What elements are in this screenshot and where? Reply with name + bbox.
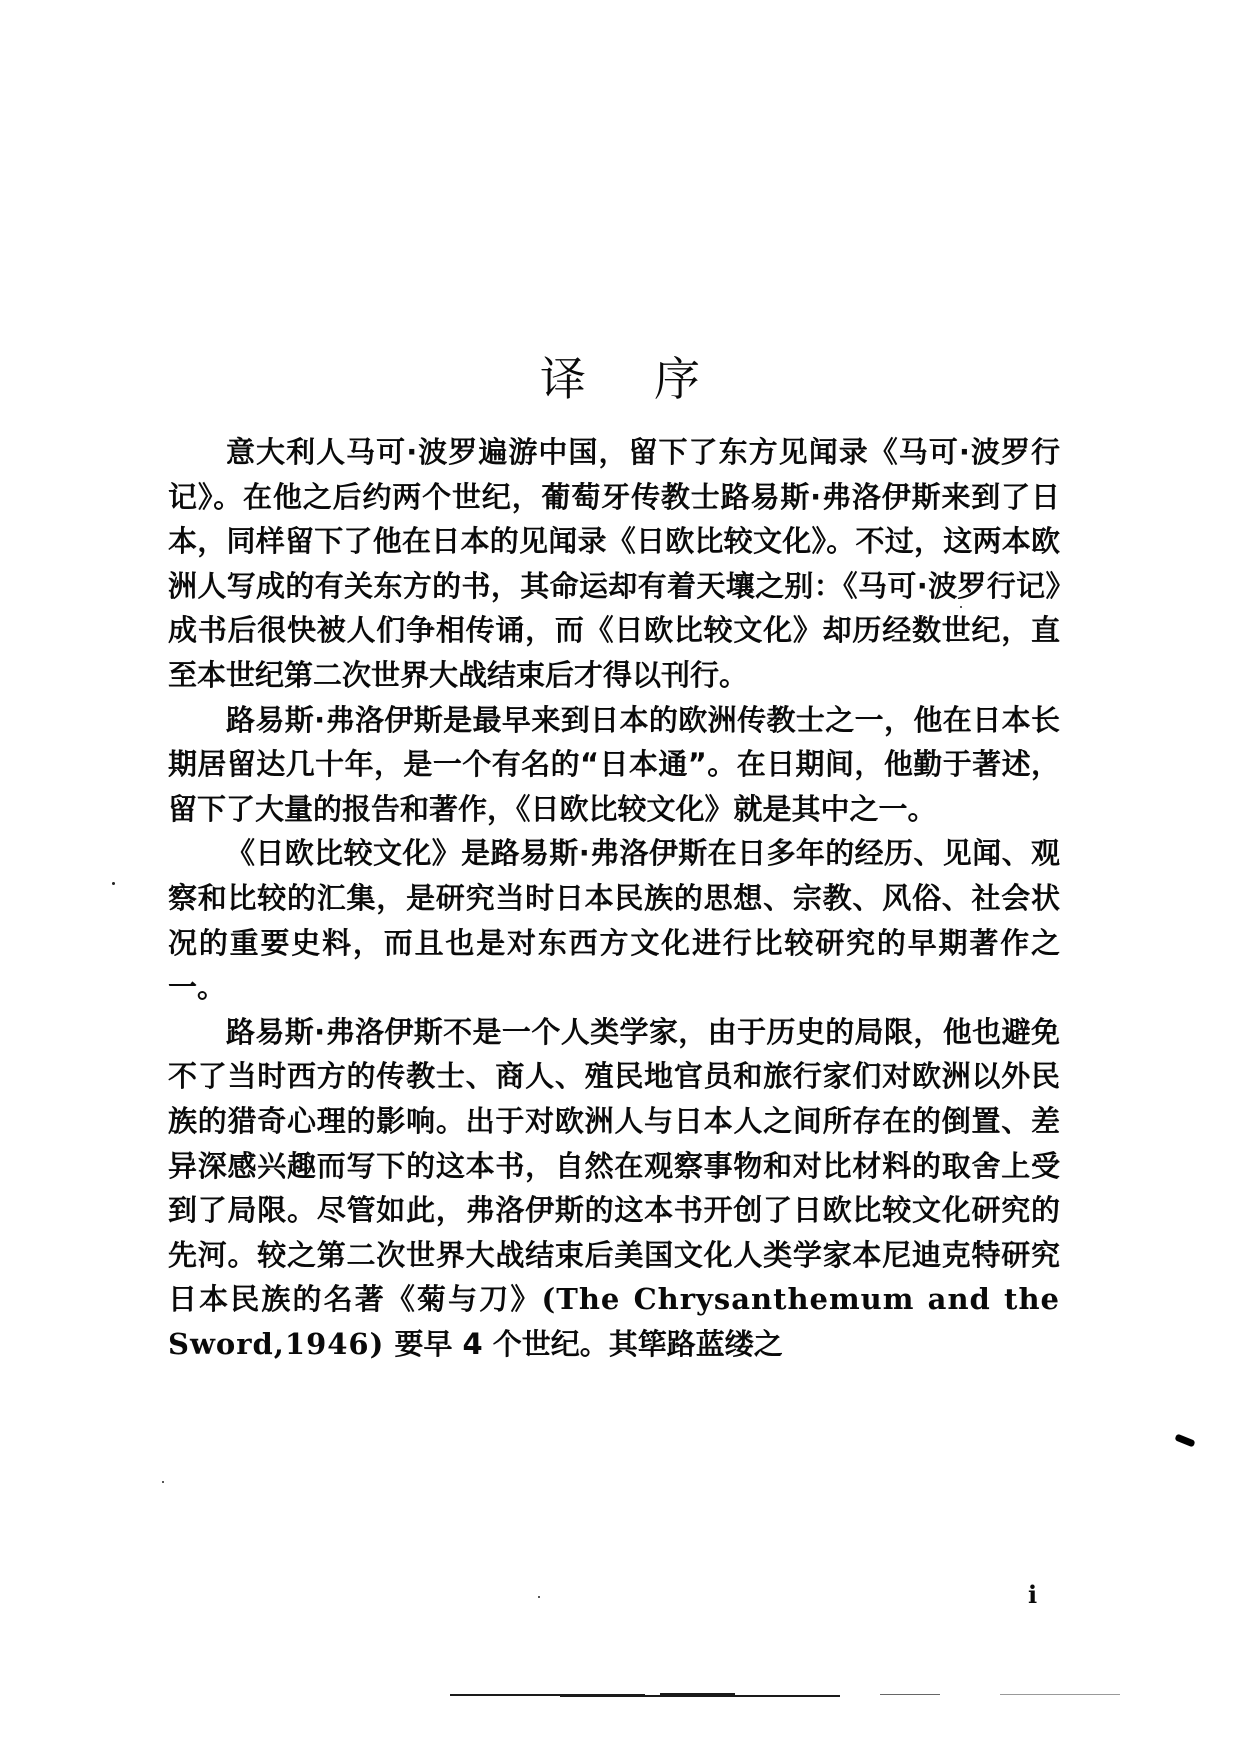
- preface-title: [0, 349, 1240, 409]
- scan-line: [660, 1693, 735, 1696]
- preface-body: [168, 430, 1060, 1366]
- paragraph-3: 《日欧比较文化》是路易斯·弗洛伊斯在日多年的经历、见闻、观察和比较的汇集，是研究当时日本民族的思想、宗教、风俗、社会状况的重要史料，而且也是对东西方文化进行比较研究的早期著作之一。: [168, 836, 1060, 1005]
- scan-speck: [960, 606, 962, 608]
- scan-line: [880, 1694, 940, 1695]
- scan-speck: [112, 882, 115, 885]
- paragraph-2: 路易斯·弗洛伊斯是最早来到日本的欧洲传教士之一，他在日本长期居留达几十年，是一个有名的“日本通”。在日期间，他勤于著述，留下了大量的报告和著作，《日欧比较文化》就是其中之一。: [168, 702, 1060, 826]
- scan-speck: [162, 1481, 164, 1483]
- book-title-english: (The Chrysanthemum and the Sword,1946): [168, 1282, 1060, 1361]
- paragraph-1: 意大利人马可·波罗遍游中国，留下了东方见闻录《马可·波罗行记》。在他之后约两个世纪，葡萄牙传教士路易斯·弗洛伊斯来到了日本，同样留下了他在日本的见闻录《日欧比较文化》。不过，这两本欧洲人写成的有关东方的书，其命运却有着天壤之别：《马可·波罗行记》成书后很快被人们争相传诵，而《日欧比较文化》却历经数世纪，直至本世纪第二次世界大战结束后才得以刊行。: [168, 435, 1060, 692]
- title-char-1: 译: [540, 351, 586, 406]
- paragraph-4-tail: 要早 4 个世纪。其筚路蓝缕之: [384, 1326, 783, 1361]
- page-number: i: [1028, 1580, 1038, 1609]
- scan-line: [1000, 1694, 1120, 1695]
- paragraph-4-text: 路易斯·弗洛伊斯不是一个人类学家，由于历史的局限，他也避免不了当时西方的传教士、商人、殖民地官员和旅行家们对欧洲以外民族的猎奇心理的影响。出于对欧洲人与日本人之间所存在的倒置、差异深感兴趣而写下的这本书，自然在观察事物和对比材料的取舍上受到了局限。尽管如此，弗洛伊斯的这本书开创了日欧比较文化研究的先河。较之第二次世界大战结束后美国文化人类学家本尼迪克特研究日本民族的名著《菊与刀》: [168, 1014, 1060, 1317]
- paragraph-4: [168, 1010, 1060, 1367]
- scan-speck: [538, 1596, 540, 1598]
- title-char-2: 序: [654, 351, 700, 406]
- scan-blot: [1174, 1434, 1195, 1448]
